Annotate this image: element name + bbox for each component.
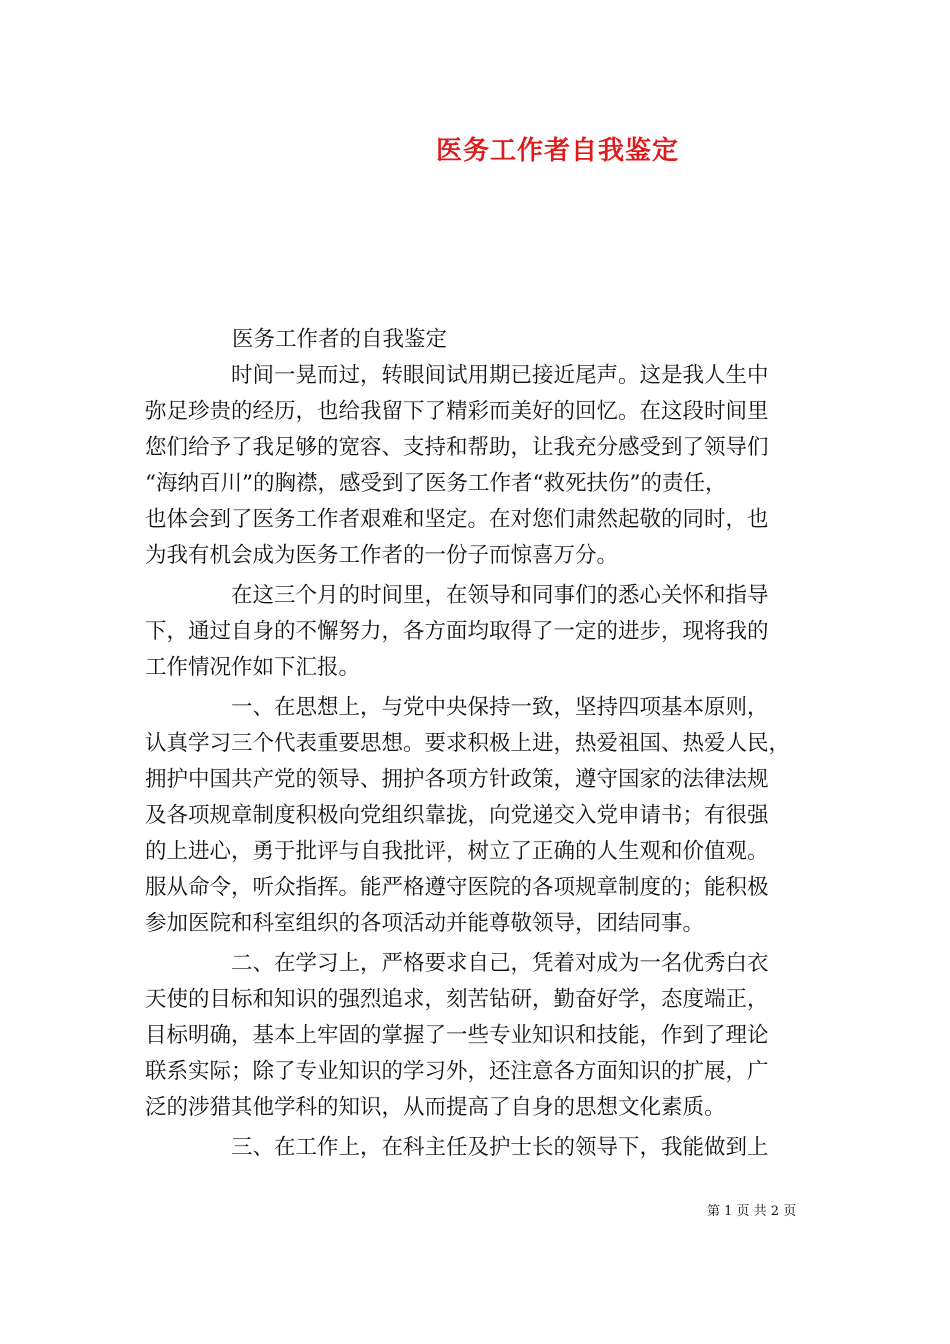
body-line: 工作情况作如下汇报。 xyxy=(145,655,361,680)
body-line: 时间一晃而过，转眼间试用期已接近尾声。这是我人生中 xyxy=(145,363,769,388)
body-line: 参加医院和科室组织的各项活动并能尊敬领导，团结同事。 xyxy=(145,911,705,936)
body-line: “海纳百川”的胸襟，感受到了医务工作者“救死扶伤”的责任， xyxy=(145,471,727,496)
body-line: 下，通过自身的不懈努力，各方面均取得了一定的进步，现将我的 xyxy=(145,619,769,644)
body-line: 泛的涉猎其他学科的知识，从而提高了自身的思想文化素质。 xyxy=(145,1095,726,1120)
body-line: 一、在思想上，与党中央保持一致，坚持四项基本原则， xyxy=(145,695,769,720)
body-line: 的上进心，勇于批评与自我批评，树立了正确的人生观和价值观。 xyxy=(145,839,769,864)
body-line: 二、在学习上，严格要求自己，凭着对成为一名优秀白衣 xyxy=(145,951,769,976)
body-line: 在这三个月的时间里，在领导和同事们的悉心关怀和指导 xyxy=(145,583,769,608)
body-line: 联系实际；除了专业知识的学习外，还注意各方面知识的扩展，广 xyxy=(145,1059,769,1084)
body-line: 也体会到了医务工作者艰难和坚定。在对您们肃然起敬的同时，也 xyxy=(145,507,769,532)
body-line: 拥护中国共产党的领导、拥护各项方针政策，遵守国家的法律法规 xyxy=(145,767,769,792)
body-line: 为我有机会成为医务工作者的一份子而惊喜万分。 xyxy=(145,543,619,568)
body-line: 天使的目标和知识的强烈追求，刻苦钻研，勤奋好学，态度端正， xyxy=(145,987,769,1012)
body-line: 目标明确，基本上牢固的掌握了一些专业知识和技能，作到了理论 xyxy=(145,1023,769,1048)
page-number-footer: 第 1 页 共 2 页 xyxy=(707,1204,797,1219)
document-title: 医务工作者自我鉴定 xyxy=(435,136,679,166)
body-line: 您们给予了我足够的宽容、支持和帮助，让我充分感受到了领导们 xyxy=(145,435,769,460)
document-subtitle: 医务工作者的自我鉴定 xyxy=(232,327,448,352)
body-line: 服从命令，听众指挥。能严格遵守医院的各项规章制度的；能积极 xyxy=(145,875,769,900)
body-line: 三、在工作上，在科主任及护士长的领导下，我能做到上 xyxy=(145,1135,769,1160)
body-line: 认真学习三个代表重要思想。要求积极上进，热爱祖国、热爱人民， xyxy=(145,731,791,756)
body-line: 及各项规章制度积极向党组织靠拢，向党递交入党申请书；有很强 xyxy=(145,803,769,828)
body-line: 弥足珍贵的经历，也给我留下了精彩而美好的回忆。在这段时间里 xyxy=(145,399,769,424)
